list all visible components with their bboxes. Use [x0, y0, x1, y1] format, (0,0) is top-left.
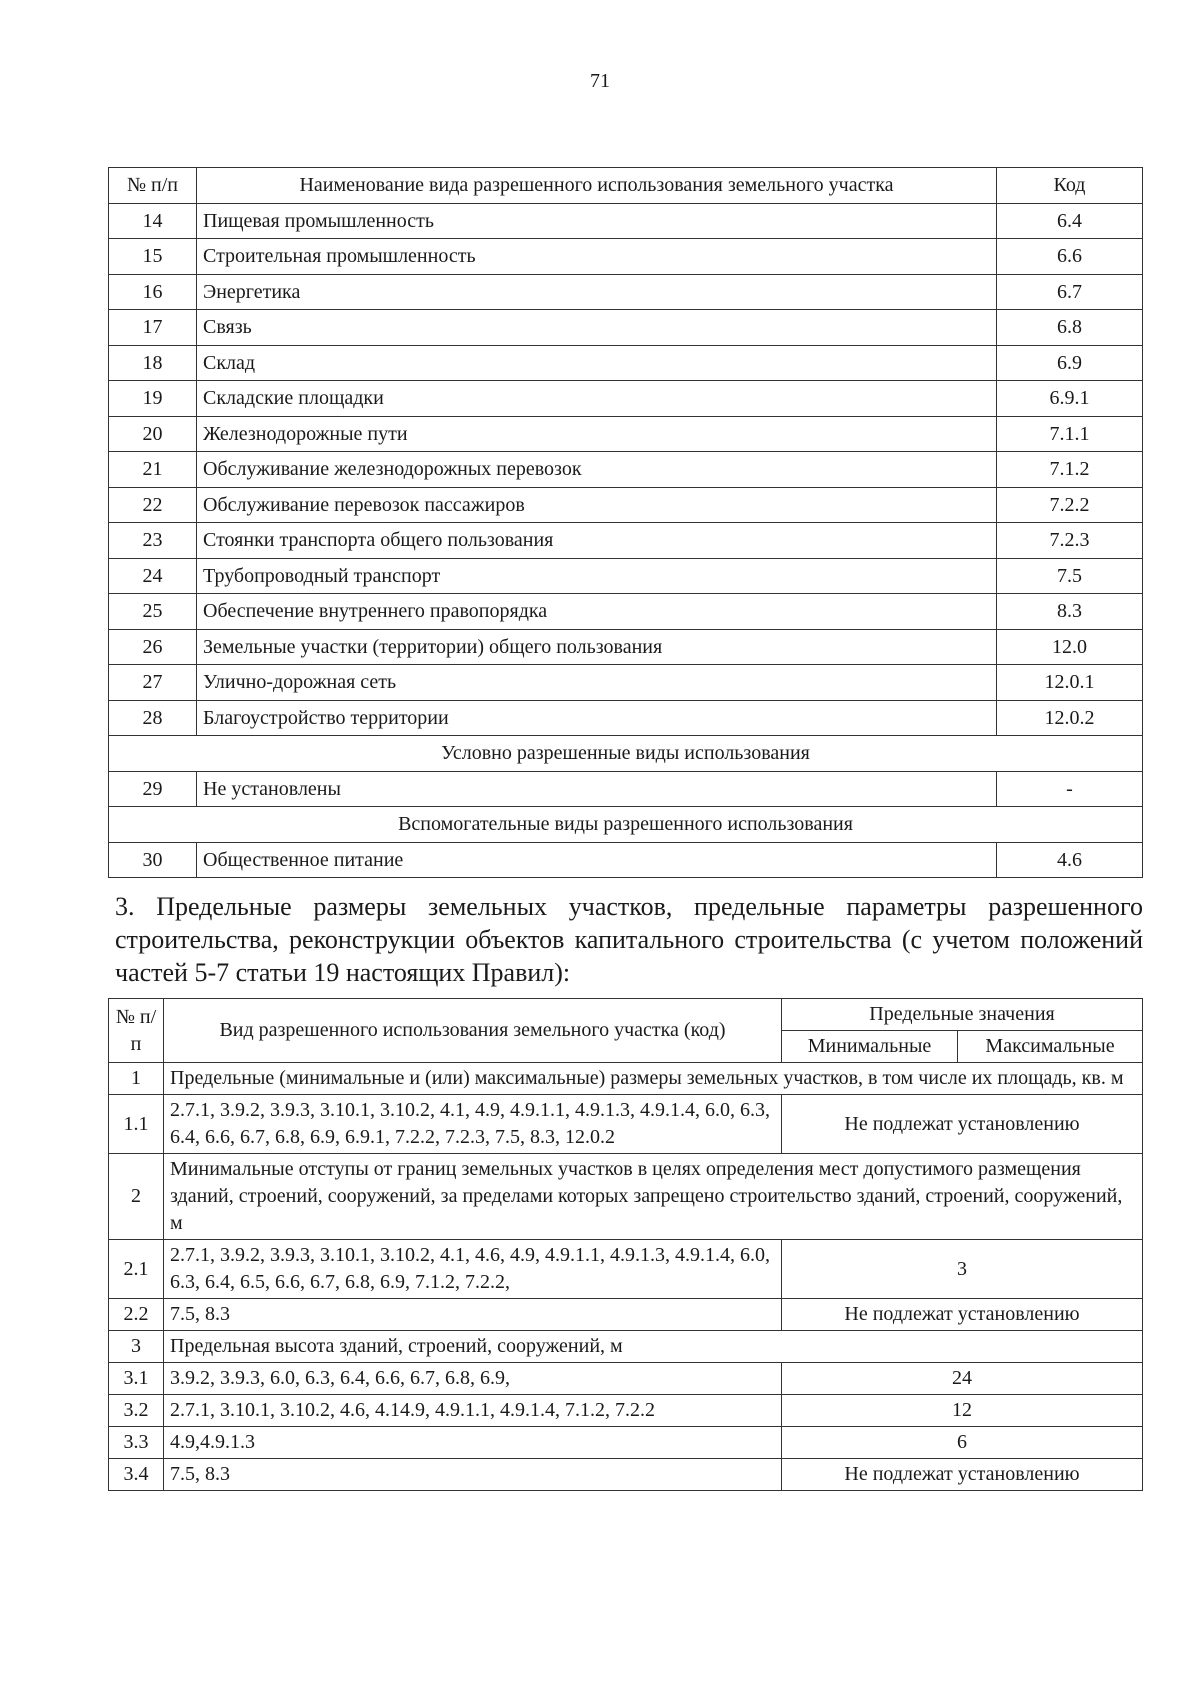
- row-num: 26: [109, 629, 197, 665]
- row-value: Не подлежат установлению: [782, 1095, 1143, 1154]
- row-name: Энергетика: [197, 274, 997, 310]
- row-code: 6.4: [997, 203, 1143, 239]
- header-limits: Предельные значения: [782, 999, 1143, 1031]
- row-code: 6.6: [997, 239, 1143, 275]
- table-row: [109, 203, 1143, 239]
- row-code: 12.0.2: [997, 700, 1143, 736]
- row-codes: 7.5, 8.3: [164, 1459, 782, 1491]
- table-row: [109, 629, 1143, 665]
- row-code: 7.2.2: [997, 487, 1143, 523]
- row-name: Обслуживание железнодорожных перевозок: [197, 452, 997, 488]
- row-num: 29: [109, 771, 197, 807]
- row-name: Обеспечение внутреннего правопорядка: [197, 594, 997, 630]
- section-title: Вспомогательные виды разрешенного использования: [109, 807, 1143, 843]
- row-code: 4.6: [997, 842, 1143, 878]
- row-num: 30: [109, 842, 197, 878]
- row-codes: 4.9,4.9.1.3: [164, 1427, 782, 1459]
- row-num: 22: [109, 487, 197, 523]
- table-row: [109, 1154, 1143, 1240]
- table-row: [109, 1395, 1143, 1427]
- table-row: [109, 1427, 1143, 1459]
- row-code: 7.2.3: [997, 523, 1143, 559]
- row-text: Минимальные отступы от границ земельных участков в целях определения мест допустимого размещения зданий, строений, сооружений, за пределами которых запрещено строительство зданий, строений, сооружений, м: [164, 1154, 1143, 1240]
- row-code: -: [997, 771, 1143, 807]
- table-row: [109, 1459, 1143, 1491]
- row-name: Стоянки транспорта общего пользования: [197, 523, 997, 559]
- table-row: [109, 1063, 1143, 1095]
- table-row: [109, 700, 1143, 736]
- table-row: [109, 842, 1143, 878]
- table-row: [109, 239, 1143, 275]
- row-num: 16: [109, 274, 197, 310]
- row-code: 12.0: [997, 629, 1143, 665]
- row-name: Улично-дорожная сеть: [197, 665, 997, 701]
- row-value: 24: [782, 1363, 1143, 1395]
- row-name: Общественное питание: [197, 842, 997, 878]
- row-name: Склад: [197, 345, 997, 381]
- row-value: 3: [782, 1240, 1143, 1299]
- header-num: № п/п: [109, 999, 164, 1063]
- row-codes: 3.9.2, 3.9.3, 6.0, 6.3, 6.4, 6.6, 6.7, 6.8, 6.9,: [164, 1363, 782, 1395]
- table-row: [109, 310, 1143, 346]
- row-name: Благоустройство территории: [197, 700, 997, 736]
- row-num: 3.1: [109, 1363, 164, 1395]
- row-value: 12: [782, 1395, 1143, 1427]
- row-value: 6: [782, 1427, 1143, 1459]
- section-row-auxiliary: [109, 807, 1143, 843]
- row-num: 15: [109, 239, 197, 275]
- row-name: Трубопроводный транспорт: [197, 558, 997, 594]
- header-name: Наименование вида разрешенного использования земельного участка: [197, 168, 997, 204]
- table-row: [109, 594, 1143, 630]
- table-row: [109, 1240, 1143, 1299]
- row-text: Предельная высота зданий, строений, сооружений, м: [164, 1331, 1143, 1363]
- row-name: Не установлены: [197, 771, 997, 807]
- row-name: Земельные участки (территории) общего пользования: [197, 629, 997, 665]
- table-row: [109, 1299, 1143, 1331]
- row-num: 1.1: [109, 1095, 164, 1154]
- header-use: Вид разрешенного использования земельного участка (код): [164, 999, 782, 1063]
- row-code: 6.9.1: [997, 381, 1143, 417]
- row-codes: 2.7.1, 3.9.2, 3.9.3, 3.10.1, 3.10.2, 4.1, 4.9, 4.9.1.1, 4.9.1.3, 4.9.1.4, 6.0, 6.3, 6.4, 6.6, 6.7, 6.8, 6.9, 6.9.1, 7.2.2, 7.2.3, 7.5, 8.3, 12.0.2: [164, 1095, 782, 1154]
- row-num: 27: [109, 665, 197, 701]
- row-code: 7.1.2: [997, 452, 1143, 488]
- table-row: [109, 523, 1143, 559]
- table-row: [109, 771, 1143, 807]
- header-num: № п/п: [109, 168, 197, 204]
- row-num: 3.2: [109, 1395, 164, 1427]
- table-header-row: [109, 999, 1143, 1031]
- row-num: 17: [109, 310, 197, 346]
- table-row: [109, 345, 1143, 381]
- row-name: Обслуживание перевозок пассажиров: [197, 487, 997, 523]
- row-name: Складские площадки: [197, 381, 997, 417]
- row-num: 3.4: [109, 1459, 164, 1491]
- row-num: 3.3: [109, 1427, 164, 1459]
- row-code: 6.9: [997, 345, 1143, 381]
- row-code: 6.7: [997, 274, 1143, 310]
- row-codes: 2.7.1, 3.9.2, 3.9.3, 3.10.1, 3.10.2, 4.1, 4.6, 4.9, 4.9.1.1, 4.9.1.3, 4.9.1.4, 6.0, 6.3, 6.4, 6.5, 6.6, 6.7, 6.8, 6.9, 7.1.2, 7.2.2,: [164, 1240, 782, 1299]
- table-row: [109, 1331, 1143, 1363]
- header-min: Минимальные: [782, 1031, 958, 1063]
- page-number: 71: [590, 70, 610, 92]
- row-name: Железнодорожные пути: [197, 416, 997, 452]
- row-value: Не подлежат установлению: [782, 1459, 1143, 1491]
- table-row: [109, 1363, 1143, 1395]
- table-row: [109, 487, 1143, 523]
- row-num: 28: [109, 700, 197, 736]
- row-name: Связь: [197, 310, 997, 346]
- row-num: 23: [109, 523, 197, 559]
- section-row-conditional: [109, 736, 1143, 772]
- row-text: Предельные (минимальные и (или) максимальные) размеры земельных участков, в том числе их площадь, кв. м: [164, 1063, 1143, 1095]
- table-row: [109, 274, 1143, 310]
- row-num: 20: [109, 416, 197, 452]
- table-row: [109, 416, 1143, 452]
- row-num: 25: [109, 594, 197, 630]
- row-codes: 7.5, 8.3: [164, 1299, 782, 1331]
- row-num: 3: [109, 1331, 164, 1363]
- row-num: 24: [109, 558, 197, 594]
- row-codes: 2.7.1, 3.10.1, 3.10.2, 4.6, 4.14.9, 4.9.1.1, 4.9.1.4, 7.1.2, 7.2.2: [164, 1395, 782, 1427]
- table-row: [109, 381, 1143, 417]
- table-row: [109, 558, 1143, 594]
- row-code: 8.3: [997, 594, 1143, 630]
- row-num: 2.2: [109, 1299, 164, 1331]
- row-code: 6.8: [997, 310, 1143, 346]
- row-num: 14: [109, 203, 197, 239]
- row-code: 7.5: [997, 558, 1143, 594]
- row-num: 19: [109, 381, 197, 417]
- permitted-uses-table: [108, 167, 1143, 878]
- section-title: Условно разрешенные виды использования: [109, 736, 1143, 772]
- row-num: 21: [109, 452, 197, 488]
- table-header-row: [109, 168, 1143, 204]
- row-value: Не подлежат установлению: [782, 1299, 1143, 1331]
- table-row: [109, 1095, 1143, 1154]
- row-name: Строительная промышленность: [197, 239, 997, 275]
- row-code: 7.1.1: [997, 416, 1143, 452]
- header-code: Код: [997, 168, 1143, 204]
- header-max: Максимальные: [958, 1031, 1143, 1063]
- table-row: [109, 452, 1143, 488]
- table-row: [109, 665, 1143, 701]
- row-code: 12.0.1: [997, 665, 1143, 701]
- row-num: 1: [109, 1063, 164, 1095]
- limits-table: [108, 998, 1143, 1491]
- row-num: 2: [109, 1154, 164, 1240]
- section-3-paragraph: 3. Предельные размеры земельных участков, предельные параметры разрешенного строительства, реконструкции объектов капитального строительства (с учетом положений частей 5-7 статьи 19 настоящих Правил):: [115, 892, 1143, 987]
- row-num: 2.1: [109, 1240, 164, 1299]
- row-num: 18: [109, 345, 197, 381]
- row-name: Пищевая промышленность: [197, 203, 997, 239]
